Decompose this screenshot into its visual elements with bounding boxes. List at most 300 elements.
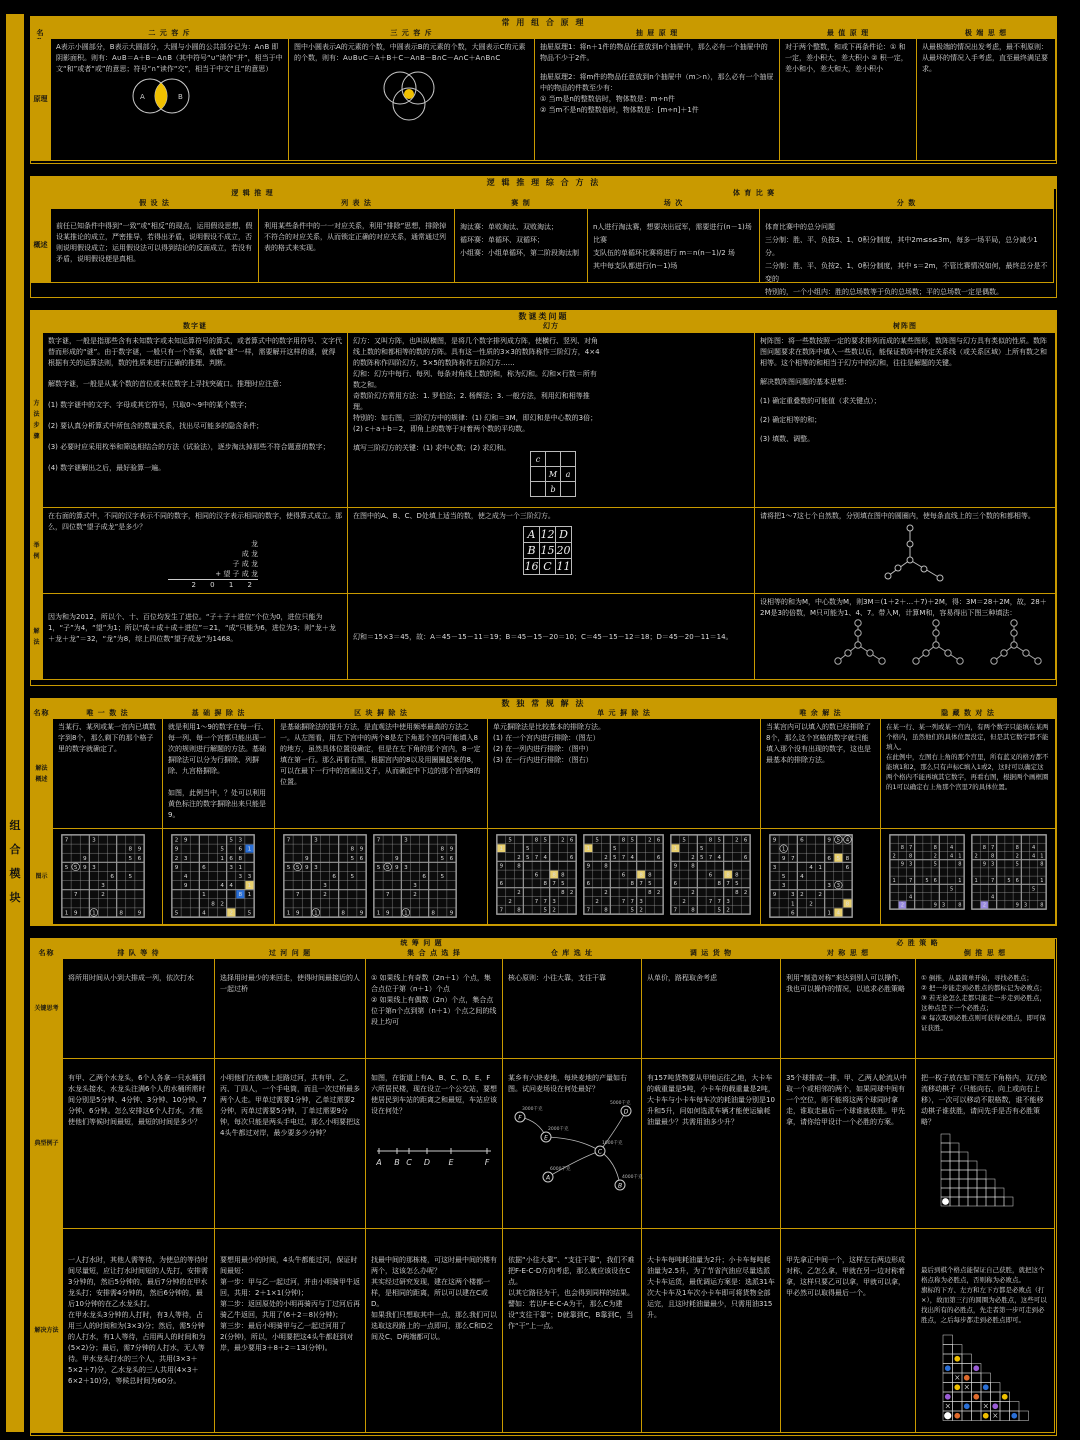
section-overall-planning xyxy=(30,938,1057,1436)
ms-text: 填写三阶幻方的关键：(1) 求中心数；(2) 求幻和。 xyxy=(353,444,511,452)
svg-text:5: 5 xyxy=(717,907,722,914)
col-head: 分 数 xyxy=(760,199,1054,209)
svg-text:5: 5 xyxy=(682,837,686,844)
group-head: 逻 辑 推 理 xyxy=(51,189,455,199)
addition-row: 2 0 1 2 xyxy=(168,579,258,590)
group-head: 体 育 比 赛 xyxy=(455,189,1054,199)
svg-text:9: 9 xyxy=(827,837,832,844)
river-example: 小明他们在夜晚上赶路过河，共有甲、乙、丙、丁四人，一个手电筒，而且一次过桥最多两个人走。甲单过需要1分钟，乙单过需要2分钟，丙单过需要5分钟，丁单过需要9分钟，每次只能是两头手电过，那么小明要把这4头牛都过对岸，最少要多少分钟？ xyxy=(215,1059,366,1229)
svg-text:5: 5 xyxy=(595,837,599,844)
svg-text:2: 2 xyxy=(900,902,904,909)
svg-text:×: × xyxy=(992,1411,999,1421)
ta-text: 解决数阵图问题的基本思想： xyxy=(760,378,851,386)
svg-text:9: 9 xyxy=(781,855,786,862)
svg-text:7: 7 xyxy=(73,892,78,899)
pigeonhole-text-4: ② 当m不是n的整数倍时，物体数是：[m÷n]＋1件 xyxy=(540,106,699,114)
svg-text:8: 8 xyxy=(735,872,739,879)
col-head: 二 元 容 斥 xyxy=(51,29,289,39)
svg-text:2: 2 xyxy=(323,892,327,899)
col-head: 极 端 思 想 xyxy=(917,29,1056,39)
svg-text:6: 6 xyxy=(743,854,748,861)
symmetry-method: 甲先拿正中间一个，这样左右两边形成对称，乙怎么拿，甲就在另一边对称着拿，这样只要乙可以拿，甲就可以拿，甲必然可以取得最后一个。 xyxy=(781,1229,916,1433)
col-head: 仓 库 选 址 xyxy=(503,949,642,959)
svg-text:8: 8 xyxy=(238,892,243,899)
river-key: 选择用时最少的来回走，使得时间最接近的人一起过桥 xyxy=(215,959,366,1059)
block-exclusion-text: 是基础摒除法的提升方法，是直观法中使用频率最高的方法之一。从左图看，用左下宫中的两个8是左下角那个宫内可能填入8的地方，虽然具体位置没确定，但是在左下角的那个宫内，8一定填在第一行。那么再看右图，根据宫内的8以及用圈圈起来的8，可以在最下一行中的宫画出叉子，从而确定中下边的那个宫内8的位置。 xyxy=(275,719,488,829)
two-set-cell xyxy=(51,39,289,161)
np-text: (1) 数字谜中的文字、字母或其它符号，只取0～9中的某个数字； xyxy=(48,401,252,409)
svg-text:9: 9 xyxy=(499,863,504,870)
ta-text: (1) 确定重叠数的可能值（求关键点）； xyxy=(760,397,881,405)
transport-key: 从单价，路程取舍考虑 xyxy=(642,959,781,1059)
street-point-label: E xyxy=(448,1158,454,1167)
svg-text:8: 8 xyxy=(726,872,730,879)
svg-text:8: 8 xyxy=(982,845,986,852)
svg-text:8: 8 xyxy=(639,872,643,879)
svg-text:×: × xyxy=(954,1373,961,1383)
svg-text:5: 5 xyxy=(1015,861,1019,868)
svg-text:5: 5 xyxy=(543,907,548,914)
pigeonhole-text-1: 抽屉原理1：将n＋1件的物品任意放到n个抽屉中，那么必有一个抽屉中的物品不少于2件。 xyxy=(540,43,768,62)
hidden-pair-text: 在某一行、某一列或某一宫内，有两个数字只能填在某两个格内，虽然他们的具体位置没定，但是其它数字都不能填入。 在此例中，左图右上角的那个宫里，所有蓝叉的格方都不能填1和2，那么只有声标C填入1或2，这时可以确定这两个格内不能再填其它数字，再看右图，根据两个画框圈的1可以确定右上角那个宫里7的具体位置。 xyxy=(881,719,1056,829)
magic-cell: 11 xyxy=(556,560,571,573)
svg-text:7: 7 xyxy=(717,898,722,905)
svg-text:9: 9 xyxy=(304,864,309,871)
col-head: 假 设 法 xyxy=(51,199,259,209)
magic-square-template xyxy=(530,451,576,497)
sudoku-grid xyxy=(496,834,577,915)
svg-text:6: 6 xyxy=(1015,878,1019,885)
svg-text:5: 5 xyxy=(612,846,617,853)
number-puzzle-solution: 因为和为2012，所以个、十、百位均发生了进位。“子＋子＋进位”个位为0，进位只能为1，“子”为4，“望”为1；所以“成＋成＋成＋进位”＝21，“成”只能为6，进位为3；则“龙＋龙＋龙＋龙”＝32，“龙”为8，综上四位数“望子成龙”为1468。 xyxy=(43,594,348,680)
svg-text:9: 9 xyxy=(385,910,390,917)
svg-text:1: 1 xyxy=(202,892,206,899)
section-title: 逻 辑 推 理 综 合 方 法 xyxy=(31,177,1056,189)
addition-row: 成 龙 xyxy=(241,550,258,558)
svg-text:E: E xyxy=(544,1134,548,1142)
svg-text:8: 8 xyxy=(517,907,521,914)
svg-text:1: 1 xyxy=(958,853,962,860)
ms-example-text: 在图中的A、B、C、D处填上适当的数，使之成为一个三阶幻方。 xyxy=(353,512,555,520)
section-title: 常 用 组 合 原 理 xyxy=(31,17,1056,29)
svg-text:8: 8 xyxy=(1015,845,1019,852)
svg-text:2: 2 xyxy=(933,853,937,860)
svg-text:3: 3 xyxy=(238,874,243,881)
svg-text:2: 2 xyxy=(743,889,748,896)
backward-example xyxy=(916,1059,1055,1229)
svg-text:6: 6 xyxy=(110,874,114,881)
svg-text:1: 1 xyxy=(247,883,252,890)
wheat-field-map xyxy=(508,1095,643,1195)
ms-text: 幻方：又叫方阵，也叫纵横图，是将几个数字排列成方阵，使横行、竖列、对角线上数的和都相等的数的方阵。具有这一性质的3×3的数阵称作三阶幻方，4×4的数阵称作四阶幻方，5×5的数阵称作五阶幻方…… xyxy=(353,337,600,367)
magic-cell: M xyxy=(546,467,561,482)
sudoku-illustrations xyxy=(275,829,488,925)
svg-text:2: 2 xyxy=(552,907,556,914)
chess-stair-solution xyxy=(943,1335,1053,1425)
col-head: 对 称 思 想 xyxy=(781,949,916,959)
svg-text:4: 4 xyxy=(809,864,813,871)
svg-text:5: 5 xyxy=(440,855,445,862)
svg-text:3000千克: 3000千克 xyxy=(522,1107,543,1112)
svg-text:1: 1 xyxy=(892,878,896,885)
street-point-label: F xyxy=(484,1158,490,1167)
sudoku-illustrations xyxy=(488,829,761,925)
score-text-4: 特别的，一个小组内：胜的总场数等于负的总场数；平的总场数一定是偶数。 xyxy=(765,288,1003,296)
svg-text:2: 2 xyxy=(656,889,661,896)
svg-text:4: 4 xyxy=(950,845,954,852)
svg-text:6: 6 xyxy=(827,855,832,862)
svg-text:4: 4 xyxy=(908,894,913,901)
svg-text:1: 1 xyxy=(376,910,381,917)
svg-text:3: 3 xyxy=(1023,902,1028,909)
svg-text:8: 8 xyxy=(958,861,962,868)
svg-text:5: 5 xyxy=(525,846,530,853)
svg-text:6: 6 xyxy=(422,874,426,881)
ms-text: 奇数阶幻方常用方法：1. 罗伯法；2. 杨辉法；3. 一般方法，利用幻和相等推理。 xyxy=(353,392,590,411)
sudoku-illustrations xyxy=(53,829,163,925)
venn-three-diagram xyxy=(364,64,454,128)
svg-text:1: 1 xyxy=(238,864,243,871)
svg-text:3: 3 xyxy=(404,864,408,871)
svg-text:3: 3 xyxy=(726,898,730,905)
svg-text:1: 1 xyxy=(818,864,822,871)
warehouse-example xyxy=(503,1059,642,1229)
addition-row: + 望 子 成 龙 xyxy=(215,570,258,578)
score-text-1: 体育比赛中的总分问题 xyxy=(765,223,835,231)
sudoku-illustrations xyxy=(761,829,881,925)
svg-text:7: 7 xyxy=(499,907,504,914)
table-method-cell: 利用某些条件中的一一对应关系，利用“排除”思想，排除掉不符合的对应关系，从而锁定正确的对应关系，通常通过列表的格式来实现。 xyxy=(259,209,455,283)
magic-square-grid xyxy=(523,526,572,575)
sudoku-grid xyxy=(889,834,965,910)
svg-text:4: 4 xyxy=(836,910,841,917)
tree-solution-diagrams xyxy=(820,619,1060,671)
svg-text:5: 5 xyxy=(440,874,445,881)
svg-text:9: 9 xyxy=(394,855,399,862)
svg-text:5: 5 xyxy=(286,864,291,871)
svg-text:8: 8 xyxy=(691,863,695,870)
svg-text:7: 7 xyxy=(286,837,291,844)
pigeonhole-text-2: 抽屉原理2：将m件的物品任意放到n个抽屉中（m＞n），那么必有一个抽屉中的物品的件数至少有： xyxy=(540,73,774,92)
field-node xyxy=(615,1173,643,1190)
name-header: 名 xyxy=(31,29,51,39)
svg-text:8: 8 xyxy=(534,837,539,844)
svg-text:8: 8 xyxy=(958,902,962,909)
section-title: 数谜类问题 xyxy=(31,311,1056,322)
svg-text:3: 3 xyxy=(836,883,841,890)
svg-text:5: 5 xyxy=(950,886,954,893)
svg-text:5: 5 xyxy=(836,837,841,844)
svg-text:9: 9 xyxy=(449,846,454,853)
vertical-addition xyxy=(168,539,258,590)
svg-text:6: 6 xyxy=(708,872,713,879)
svg-text:1: 1 xyxy=(247,846,252,853)
warehouse-example-text: 某乡有六块麦地，每块麦地的产量如右图。试问麦场设在何处最好？ xyxy=(508,1074,627,1093)
street-point-label: B xyxy=(394,1158,400,1167)
svg-text:4: 4 xyxy=(630,854,635,861)
street-point-label: A xyxy=(376,1158,382,1167)
meeting-key: ① 如果线上有奇数（2n＋1）个点，集合点位于第（n＋1）个点 ② 如果线上有偶数（2n）个点，集合点位于第n个点到第（n＋1）个点之间的线段上均可 xyxy=(366,959,503,1059)
magic-cell xyxy=(531,482,546,497)
sudoku-grid xyxy=(670,834,751,915)
svg-text:9: 9 xyxy=(673,863,678,870)
queue-method: 一人打水时，其他人需等待，为使总的等待时间尽量短，应让打水时间短的人先打，安排需3分钟的，然后5分钟的，最后7分钟的在甲水龙头打；安排需4分钟的，然后6分钟的，最后10分钟的在乙水龙头打。 在甲水龙头3分钟的人打时，有3人等待，占用三人的时间和为(3×3)分；然后，需5分钟的人打水，有1人等待，占用两人的时间和为(5×2)分；最后，需7分钟的人打水，无人等待。甲水龙头打水的三个人，共用(3×3＋5×2＋7)分，乙水龙头的三人共用(4×3＋6×2＋10)分，等候总时间为60分。 xyxy=(63,1229,215,1433)
section-logic xyxy=(30,176,1057,298)
svg-text:6: 6 xyxy=(449,855,454,862)
svg-text:C: C xyxy=(597,1148,603,1156)
svg-text:7: 7 xyxy=(385,892,390,899)
svg-text:6: 6 xyxy=(229,855,234,862)
np-text: (2) 要认真分析算式中所包含的数量关系，找出尽可能多的隐含条件； xyxy=(48,422,264,430)
sidebar-label xyxy=(6,814,24,910)
svg-text:9: 9 xyxy=(900,861,904,868)
magic-cell xyxy=(561,452,576,467)
svg-text:8: 8 xyxy=(561,889,565,896)
svg-text:8: 8 xyxy=(717,881,722,888)
svg-text:9: 9 xyxy=(982,861,986,868)
col-head: 列 表 法 xyxy=(259,199,455,209)
svg-text:5: 5 xyxy=(630,837,635,844)
svg-text:6: 6 xyxy=(656,837,661,844)
svg-text:1: 1 xyxy=(1040,878,1044,885)
svg-text:2: 2 xyxy=(413,892,417,899)
svg-text:7: 7 xyxy=(908,845,913,852)
sidebar-char: 块 xyxy=(9,891,21,904)
tree-array-solution xyxy=(755,594,1056,680)
svg-text:7: 7 xyxy=(534,854,539,861)
extreme-thought-cell: 从最极端的情况出发考虑，最不利原则：从最坏的情况入手考虑，直至最终满足要求。 xyxy=(917,39,1056,161)
ta-solution-text: 设相等的和为M，中心数为M，则3M＝(1＋2＋…＋7)＋2M，得：3M＝28＋2M，故，28＋2M是3的倍数，M只可能为1、4、7。带入M，计算M和，容易得出下图三种填法： xyxy=(760,598,1047,617)
score-cell xyxy=(760,209,1054,296)
remaining-solution-text: 当某宫内可以填入的数已经排除了8个，那么这个宫格的数字就只能填入那个没有出现的数字，这也是最基本的排除方法。 xyxy=(761,719,881,829)
svg-text:4000千克: 4000千克 xyxy=(622,1175,643,1180)
svg-text:6000千克: 6000千克 xyxy=(550,1167,571,1172)
svg-text:8: 8 xyxy=(621,837,626,844)
svg-text:1: 1 xyxy=(673,846,678,853)
street-point-label: D xyxy=(423,1158,431,1167)
svg-text:3: 3 xyxy=(781,883,786,890)
svg-text:5: 5 xyxy=(376,864,381,871)
magic-cell: a xyxy=(561,467,576,482)
svg-text:1: 1 xyxy=(314,910,318,917)
extremum-cell: 对于两个整数，和或下再条件论：① 和一定，差小积大，差大积小 ② 积一定，差小和小，差大和大，差小积小 xyxy=(780,39,917,161)
svg-text:9: 9 xyxy=(449,910,454,917)
col-head: 场 次 xyxy=(588,199,760,209)
svg-text:2: 2 xyxy=(982,902,986,909)
svg-text:3: 3 xyxy=(229,864,234,871)
svg-text:1: 1 xyxy=(499,846,504,853)
ta-example-text: 请将把1～7这七个自然数，分别填在图中的圆圈内，使每条直线上的三个数的和都相等。 xyxy=(760,512,1035,520)
svg-text:9: 9 xyxy=(304,855,309,862)
svg-text:2: 2 xyxy=(735,837,739,844)
three-set-cell xyxy=(289,39,535,161)
col-head: 抽 屉 原 理 xyxy=(535,29,780,39)
svg-text:1: 1 xyxy=(781,846,786,853)
svg-text:D: D xyxy=(623,1108,629,1116)
svg-text:8: 8 xyxy=(517,863,521,870)
row-label: 方法步骤 xyxy=(31,333,43,508)
sudoku-grid xyxy=(171,834,255,918)
svg-text:3: 3 xyxy=(101,883,105,890)
magic-cell: b xyxy=(546,482,561,497)
svg-text:1: 1 xyxy=(974,878,978,885)
svg-text:7: 7 xyxy=(639,881,643,888)
col-head: 基 础 摒 除 法 xyxy=(163,709,275,719)
svg-text:3: 3 xyxy=(183,855,188,862)
field-node xyxy=(541,1125,569,1142)
svg-text:2: 2 xyxy=(604,854,608,861)
format-cell: 淘汰赛：单败淘汰、双败淘汰； 循环赛：单循环、双循环； 小组赛：小组单循环，第二阶段淘汰制 xyxy=(455,209,588,283)
sidebar-char: 组 xyxy=(9,819,21,832)
row-label: 举例 xyxy=(31,508,43,594)
svg-text:6: 6 xyxy=(656,854,661,861)
matches-text-3: 其中每支队都进行(n－1)场 xyxy=(593,262,678,270)
meeting-method: 找最中间的那栋楼，可这时最中间的楼有两个，这该怎么办呢？ 其实经过研究发现，建在这两个楼都一样，是相同的距离，所以可以建在C或D。 如果我们只想取其中一点，那么我们可以选取这段路上的一点即可，那么C和D之间及C、D两端都可以。 xyxy=(366,1229,503,1433)
svg-text:6: 6 xyxy=(845,864,850,871)
svg-text:×: × xyxy=(963,1382,970,1392)
svg-text:5: 5 xyxy=(64,864,69,871)
svg-text:1: 1 xyxy=(1040,853,1044,860)
svg-text:9: 9 xyxy=(73,910,78,917)
backward-example-text: 把一枚子放在如下图左下角格内，双方轮流移动棋子（只能向右、向上或向右上移），一次可以移动不限格数，谁不能移动棋子谁获胜，请问先手是否有必胜策略？ xyxy=(921,1074,1047,1126)
ta-text: (3) 填数、调整。 xyxy=(760,435,815,443)
col-head: 过 河 问 题 xyxy=(215,949,366,959)
svg-text:9: 9 xyxy=(772,892,777,899)
svg-text:2: 2 xyxy=(604,889,608,896)
svg-text:4: 4 xyxy=(183,874,188,881)
addition-row: 龙 xyxy=(251,540,258,548)
svg-text:9: 9 xyxy=(82,855,87,862)
sudoku-illustrations xyxy=(163,829,275,925)
svg-text:5: 5 xyxy=(128,874,133,881)
col-head: 三 元 容 斥 xyxy=(289,29,535,39)
sudoku-illustrations xyxy=(881,829,1056,925)
svg-text:5: 5 xyxy=(543,837,548,844)
svg-text:5: 5 xyxy=(385,864,390,871)
svg-text:8: 8 xyxy=(648,889,652,896)
svg-text:6: 6 xyxy=(499,881,504,888)
blank-head xyxy=(31,322,43,333)
svg-text:4: 4 xyxy=(202,910,206,917)
svg-text:8: 8 xyxy=(1040,902,1044,909)
col-head: 隐 藏 数 对 法 xyxy=(881,709,1056,719)
col-head: 集 合 点 选 择 xyxy=(366,949,503,959)
matches-text-2: 支队伍的单循环比赛将进行 m＝n(n－1)/2 场 xyxy=(593,249,735,257)
transport-example: 有157吨货物要从甲地运往乙地，大卡车的载重量是5吨，小卡车的载重量是2吨，大卡车与小卡车每车次的耗油量分别是10升和5升，问如何选派车辆才能使运输耗油量最少？共需用油多少升？ xyxy=(642,1059,781,1229)
svg-text:6: 6 xyxy=(790,910,795,917)
svg-text:9: 9 xyxy=(174,846,179,853)
number-puzzle-method xyxy=(43,333,348,508)
row-label: 图示 xyxy=(31,829,53,925)
svg-text:2: 2 xyxy=(569,889,574,896)
svg-text:8: 8 xyxy=(1040,861,1044,868)
svg-text:5: 5 xyxy=(174,910,179,917)
svg-text:1: 1 xyxy=(827,910,832,917)
svg-text:3: 3 xyxy=(92,837,96,844)
symmetry-example: 35个球排成一排，甲、乙两人轮流从中取一个或相邻的两个，如果同球中间有一个空位，则不能将这两个球同时拿走，谁取走最后一个球谁就获胜。甲先拿，请你给甲设计一个必胜的方案。 xyxy=(781,1059,916,1229)
svg-text:4: 4 xyxy=(543,854,548,861)
svg-text:5: 5 xyxy=(735,881,739,888)
tree-array-method xyxy=(755,333,1056,508)
svg-text:4: 4 xyxy=(717,854,722,861)
svg-text:1: 1 xyxy=(247,892,252,899)
sudoku-grid xyxy=(373,834,457,918)
sidebar-char: 合 xyxy=(9,843,21,856)
svg-text:4: 4 xyxy=(229,883,234,890)
svg-text:5: 5 xyxy=(220,846,224,853)
col-head: 唯 余 解 法 xyxy=(761,709,881,719)
svg-text:6: 6 xyxy=(673,881,678,888)
np-text: 数字谜，一般是指那些含有未知数字或未知运算符号的算式，或者算式中的数字用符号、文字代替而形成的“谜”。由于数字谜，一般只有一个答案，就像“谜”一样，需要解开这样的谜，就得根据有关的运算法则，数的性质来进行正确的推理、判断。 xyxy=(48,337,342,367)
svg-text:3: 3 xyxy=(238,837,243,844)
svg-text:9: 9 xyxy=(137,910,142,917)
svg-text:B: B xyxy=(617,1182,623,1190)
svg-text:3: 3 xyxy=(247,874,252,881)
svg-text:4: 4 xyxy=(950,853,954,860)
svg-text:1: 1 xyxy=(790,901,795,908)
svg-text:5000千克: 5000千克 xyxy=(610,1101,631,1106)
svg-text:4: 4 xyxy=(1032,853,1036,860)
col-head: 数字谜 xyxy=(43,322,348,333)
svg-text:2: 2 xyxy=(229,910,234,917)
svg-text:8: 8 xyxy=(900,845,904,852)
svg-text:9: 9 xyxy=(82,864,87,871)
queue-key: 将所用时间从小到大排成一列，依次打水 xyxy=(63,959,215,1059)
svg-text:2: 2 xyxy=(595,898,599,905)
svg-text:9: 9 xyxy=(359,846,364,853)
svg-text:5: 5 xyxy=(229,837,234,844)
svg-text:5: 5 xyxy=(781,874,786,881)
section-common-principles xyxy=(30,16,1057,164)
magic-cell: C xyxy=(540,559,556,575)
svg-text:1: 1 xyxy=(404,910,408,917)
col-head: 调 运 货 物 xyxy=(642,949,781,959)
svg-text:9: 9 xyxy=(183,837,188,844)
svg-text:8: 8 xyxy=(211,901,215,908)
svg-text:3: 3 xyxy=(941,902,946,909)
svg-text:8: 8 xyxy=(119,910,124,917)
two-set-text: A表示小圆部分，B表示大圆部分，大圆与小圆的公共部分记为：A∩B 即阴影面积。则有：A∪B＝A＋B－A∩B（其中符号“∪”读作“并”，相当于中文“和”或者“或”的意思；符号“∩”读作“交”，相当于中文“且”的意思） xyxy=(56,43,283,73)
svg-text:6: 6 xyxy=(332,874,336,881)
col-head: 赛 制 xyxy=(455,199,588,209)
svg-text:6: 6 xyxy=(534,872,539,879)
magic-cell: D xyxy=(556,527,572,543)
svg-text:3: 3 xyxy=(772,864,777,871)
svg-text:6: 6 xyxy=(359,855,364,862)
svg-text:8: 8 xyxy=(648,872,652,879)
svg-text:5: 5 xyxy=(247,910,252,917)
np-example-text: 在右面的算式中，不同的汉字表示不同的数字，相同的汉字表示相同的数字，使得算式成立。那么，四位数“望子成龙”是多少？ xyxy=(48,512,342,531)
river-method: 要想用最少的时间，4头牛都能过河，保证时间最短： 第一步：甲与乙一起过河，并由小明骑甲牛返回，共用：2＋1×1(分钟)； 第二步：返回原处的小明再骑丙与丁过河后再骑乙牛返回，共用了(6＋2＝8)(分钟)； 第三步：最后小明骑甲与乙一起过河用了2(分钟)，所以，小明要把这4头牛都赶到对岸，最少要用3＋8＋2＝13(分钟)。 xyxy=(215,1229,366,1433)
svg-text:6: 6 xyxy=(743,837,748,844)
svg-text:6: 6 xyxy=(137,855,142,862)
svg-text:8: 8 xyxy=(238,855,243,862)
col-head: 最 值 原 理 xyxy=(780,29,917,39)
section-number-puzzles xyxy=(30,310,1057,686)
tree-array-example xyxy=(755,508,1056,594)
svg-text:5: 5 xyxy=(836,855,841,862)
module-sidebar xyxy=(6,14,24,1432)
svg-text:9: 9 xyxy=(394,864,399,871)
svg-text:2: 2 xyxy=(648,837,652,844)
svg-text:8: 8 xyxy=(341,910,346,917)
svg-text:1: 1 xyxy=(220,855,224,862)
svg-text:5: 5 xyxy=(699,846,704,853)
tree-solution xyxy=(835,620,885,664)
svg-text:2: 2 xyxy=(691,889,695,896)
blank-head xyxy=(31,189,51,209)
field-node xyxy=(610,1099,631,1116)
